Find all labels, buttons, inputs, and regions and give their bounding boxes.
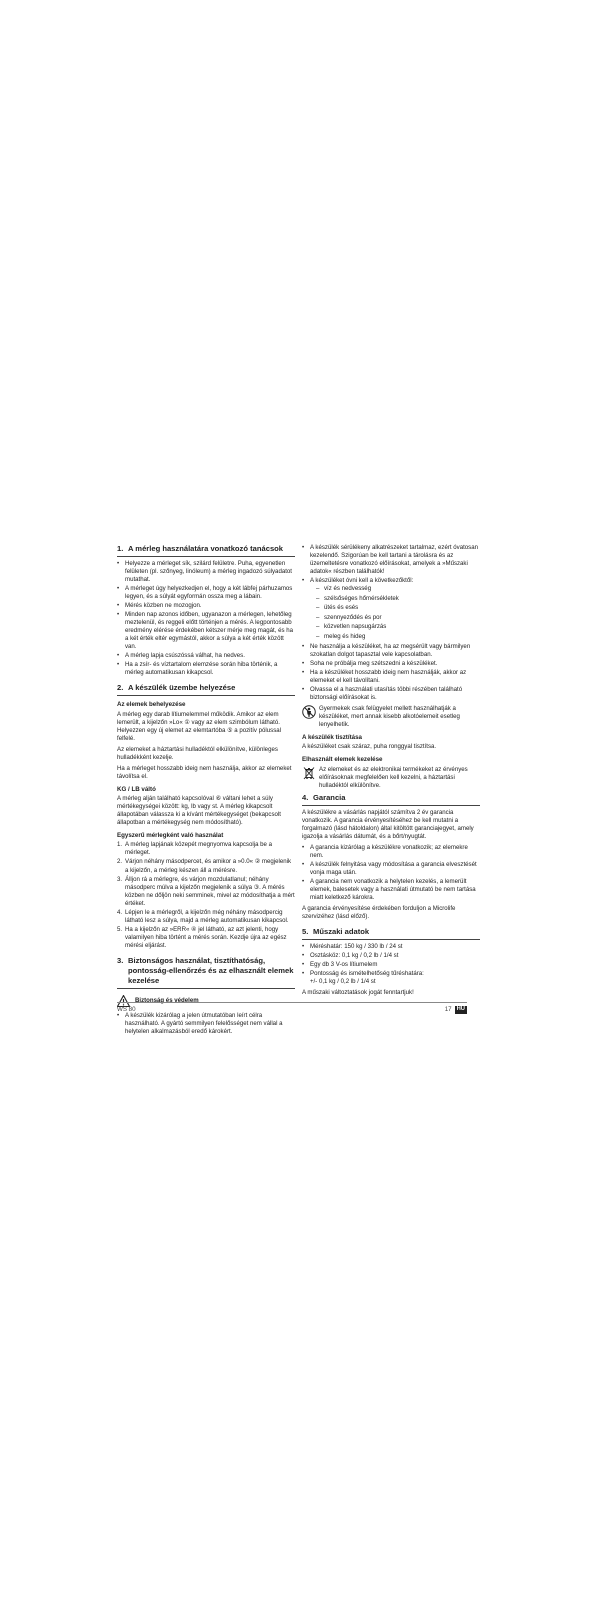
list-item: • A készülék sérülékeny alkatrészeket tartalmaz, ezért óvatosan kezelendő. Szigorúan be kell tartani a tárolásra és az üzemeltetésre vonatkozó előírásokat, amelyek a »Műszaki adatok« részben találhatók! [302,544,480,576]
list-item: • Ne használja a készüléket, ha az megsérült vagy bármilyen szokatlan dolgot tapasztal vele kapcsolatban. [302,643,480,659]
list-item: 1. A mérleg lapjának közepét megnyomva kapcsolja be a mérleget. [117,841,273,857]
protect-from-list [310,585,480,641]
list-item: – meleg és hideg [310,633,480,641]
list-item: • Ha a zsír- és víztartalom elemzése során hiba történik, a mérleg automatikusan kikapcsol. [117,661,295,677]
section-safety [117,956,295,1036]
list-item: • A mérleg lapja csúszóssá válhat, ha nedves. [117,652,295,660]
left-column [117,544,295,1042]
section-setup [117,683,295,949]
paragraph: A mérleg egy darab lítiumelemmel működik. Amikor az elem lemerült, a kijelzőn »Lo« ① vagy az elem szimbólum látható. Helyezzen egy új elemet az elemtartóba ⑤ a pozitív pólussal felfelé. [117,710,281,742]
subheading: Az elemek behelyezése [117,701,186,709]
page-number: 17 [444,1006,452,1013]
list-item: • Pontosság és ismételhetőség tűréshatára: +/- 0,1 kg / 0,2 lb / 1/4 st [302,970,480,986]
warranty-list [302,844,480,902]
list-item: 3. Álljon rá a mérlegre, és várjon mozdulatlanul; néhány másodperc múlva a kijelzőn megjelenik a súlya ③. A mérés közben ne dőljön neki semminek, mivel az módosíthatja a mért értéket. [117,875,295,907]
section-heading: 2. A készülék üzembe helyezése [117,683,295,696]
section-usage-tips [117,544,295,677]
list-item: – közvetlen napsugárzás [310,623,480,631]
subheading: Egyszerű mérlegként való használat [117,832,224,840]
model-name: WS 80 [117,1006,136,1013]
list-item: 5. Ha a kijelzőn az »ERR« ④ jel látható, az azt jelenti, hogy valamilyen hiba történt a mérés során. Kezdje újra az egész mérési eljárást. [117,925,287,949]
tech-specs-list [302,943,480,986]
subheading: A készülék tisztítása [302,734,362,742]
paragraph: A mérleg alján található kapcsolóval ⑥ váltani lehet a súly mértékegységei között: kg, lb vagy st. A mérleg kikapcsolt állapotában válassza ki a kívánt mértékegységet (bekapcsolt állapotban a mértékegység nem módosítható). [117,795,281,827]
section-heading: 5. Műszaki adatok [302,927,480,940]
section-technical-data [302,927,480,997]
usage-tips-list [117,560,295,677]
list-item: – ütés és esés [310,604,480,612]
list-item: • A garancia nem vonatkozik a helytelen kezelés, a lemerült elemek, balesetek vagy a használati útmutató be nem tartása miatt keletkező károkra. [302,878,480,902]
page-footer [117,1002,467,1014]
list-item: • A garancia kizárólag a készülékre vonatkozik; az elemekre nem. [302,844,480,860]
list-item: 4. Lépjen le a mérlegről, a kijelzőn még néhány másodpercig látható lesz a súlya, majd a mérleg automatikusan kikapcsol. [117,908,289,924]
list-item: • A készülék felnyitása vagy módosítása a garancia elvesztését vonja maga után. [302,861,480,877]
right-column [302,544,480,1003]
list-item: • A készülék kizárólag a jelen útmutatóban leírt célra használható. A gyártó semmilyen felelősséget nem vállal a helytelen alkalmazásból eredő károkért. [117,1012,295,1036]
subheading: KG / LB váltó [117,785,156,793]
warning-heading: Biztonság és védelem [117,995,295,1007]
list-item: • Helyezze a mérleget sík, szilárd felületre. Puha, egyenetlen felületen (pl. szőnyeg, linóleum) a mérleg ingadozó súlyadatot mutathat. [117,560,295,584]
list-item: – szennyeződés és por [310,614,480,622]
section-heading: 1. A mérleg használatára vonatkozó tanácsok [117,544,295,557]
list-item: • Osztásköz: 0,1 kg / 0,2 lb / 1/4 st [302,952,480,960]
list-item: • Minden nap azonos időben, ugyanazon a mérlegen, lehetőleg meztelenül, és reggeli előtt történjen a mérés. A legpontosabb eredmény elérése érdekében kétszer mérje meg magát, és ha a két érték eltér egymástól, akkor a súlya a két érték között van. [117,611,295,651]
paragraph: A műszaki változtatások jogát fenntartjuk! [302,989,414,997]
safety-list-continued [302,544,480,702]
list-item: • Egy db 3 V-os lítiumelem [302,961,480,969]
list-item: • Olvassa el a használati utasítás többi részében található biztonsági előírásokat is. [302,686,480,702]
safety-list [117,1012,295,1036]
section-heading: 4. Garancia [302,793,480,806]
child-warning: Gyermekek csak felügyelet mellett használhatják a készüléket, mert annak kisebb alkotóelemeit esetleg lenyelhetik. [302,705,480,729]
list-item: 2. Várjon néhány másodpercet, és amikor a »0.0« ② megjelenik a kijelzőn, a mérleg készen áll a mérésre. [117,858,292,874]
paragraph: A készüléket csak száraz, puha ronggyal tisztítsa. [302,743,437,751]
paragraph: Ha a mérleget hosszabb ideig nem használja, akkor az elemeket távolítsa el. [117,764,292,780]
no-children-icon [302,705,316,719]
list-item: • Ha a készüléket hosszabb ideig nem használják, akkor az elemeket el kell távolítani. [302,669,480,685]
list-item: • Soha ne próbálja meg szétszedni a készüléket. [302,660,480,668]
list-item: • A készüléket óvni kell a következőktől: – víz és nedvesség – szélsőséges hőmérsékletek – ütés és esés – szennyeződés és por – közvetlen napsugárzás – meleg és hideg [302,577,480,641]
paragraph: A készülékre a vásárlás napjától számítva 2 év garancia vonatkozik. A garancia érvényesítéséhez be kell mutatni a forgalmazó (lásd hátoldalon) által kitöltött garanciajegyet, amely igazolja a vásárlás dátumát, és a bőrt/nyugtát. [302,808,474,840]
list-item: • A mérleget úgy helyezkedjen el, hogy a két lábfej párhuzamos legyen, és a súlyát egyformán ossza meg a lábain. [117,585,295,601]
paragraph: A garancia érvényesítése érdekében forduljon a Microlife szervizéhez (lásd előző). [302,905,456,921]
steps-list [117,841,295,949]
battery-disposal-note: Az elemeket és az elektronikai termékeket az érvényes előírásoknak megfelelően kell kezelni, a háztartási hulladéktól elkülönítve. [302,766,480,790]
section-warranty [302,793,480,921]
subheading: Elhasznált elemek kezelése [302,756,383,764]
paragraph: Az elemeket a háztartási hulladéktól elkülönítve, különleges hulladékként kezelje. [117,745,278,761]
language-badge: HU [456,1006,465,1013]
list-item: • Mérés közben ne mozogjon. [117,602,295,610]
crossed-bin-icon [302,766,316,780]
list-item: – víz és nedvesség [310,585,480,593]
section-heading: 3. Biztonságos használat, tisztíthatóság, pontosság-ellenőrzés és az elhasznált elemek kezelése [117,956,295,989]
tolerance-value: +/- 0,1 kg / 0,2 lb / 1/4 st [310,978,376,986]
list-item: • Méréshatár: 150 kg / 330 lb / 24 st [302,943,480,951]
list-item: – szélsőséges hőmérsékletek [310,595,480,603]
